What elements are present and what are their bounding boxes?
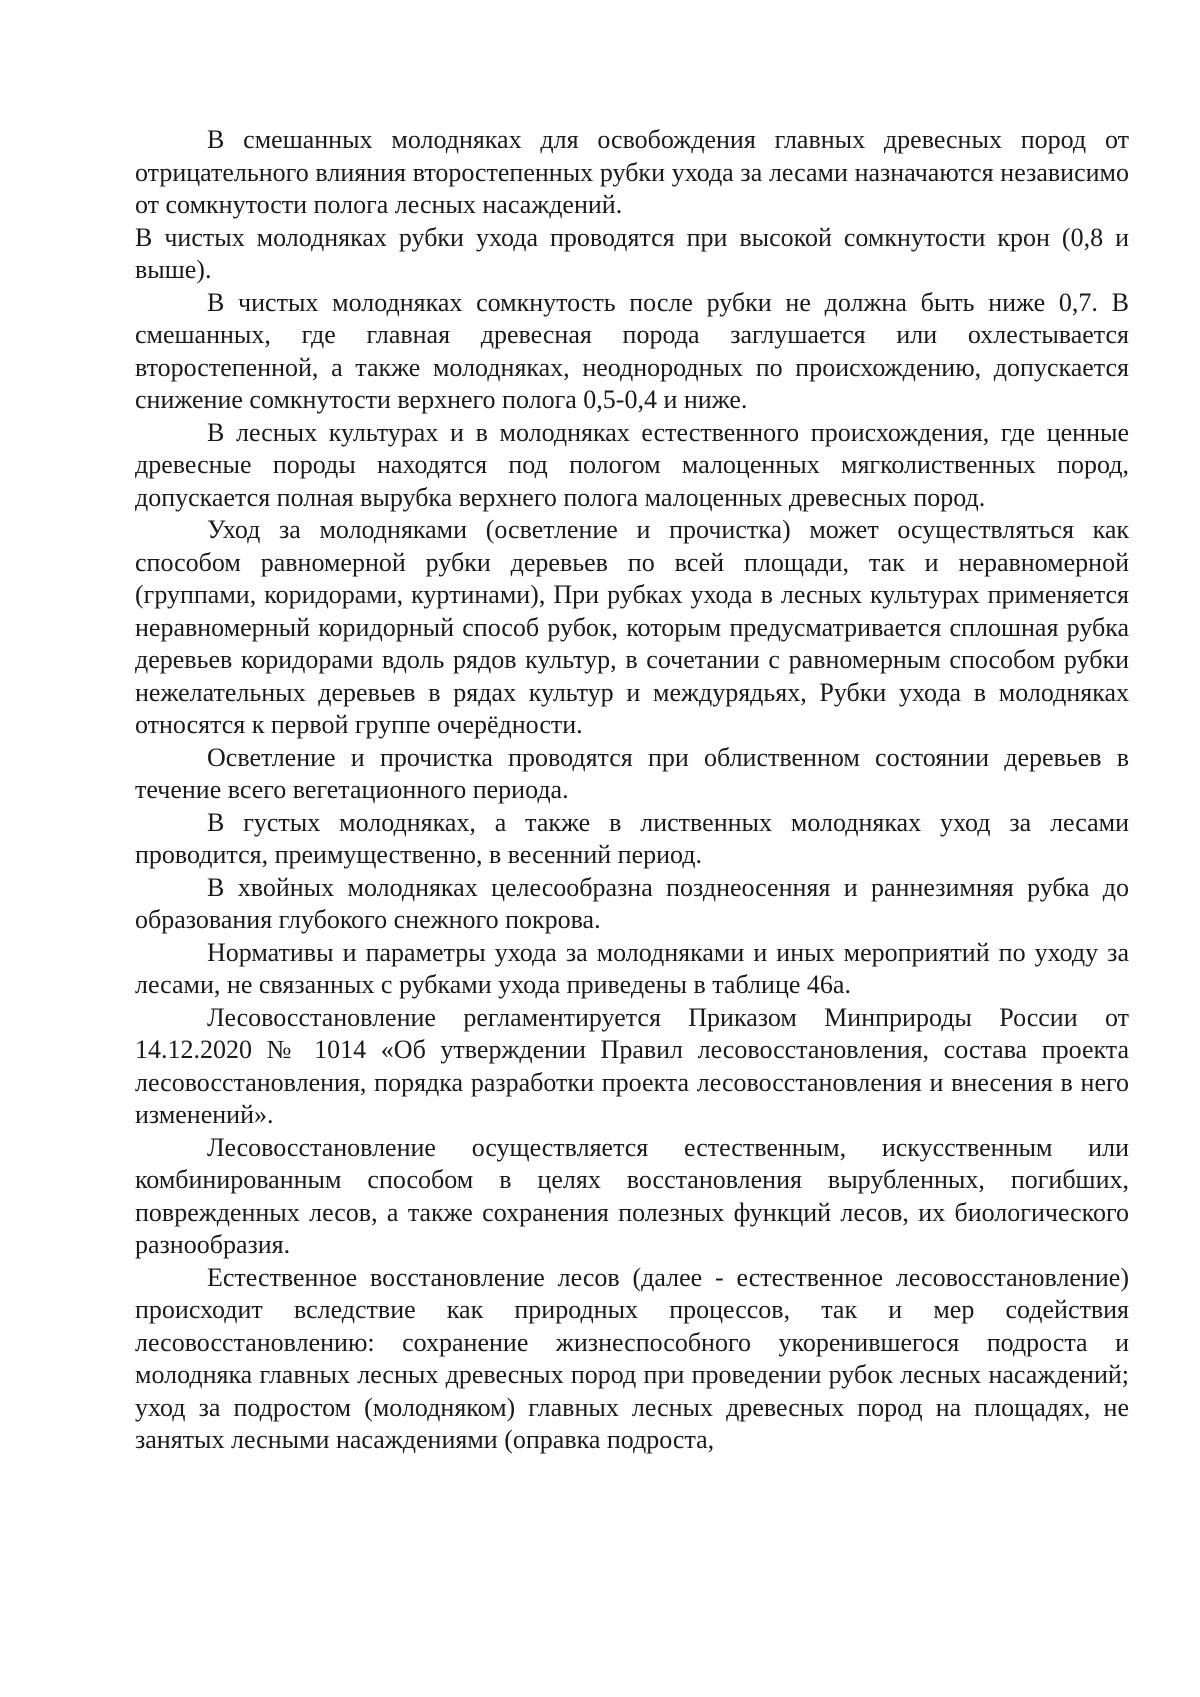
paragraph-9: Нормативы и параметры ухода за молодняками и иных мероприятий по уходу за лесами, не связанных с рубками ухода приведены в таблице 46а. <box>135 937 1129 999</box>
paragraph-5: Уход за молодняками (осветление и прочистка) может осуществляться как способом равномерной рубки деревьев по всей площади, так и неравномерной (группами, коридорами, куртинами), При рубках ухода в лесных культурах применяется неравномерный коридорный способ рубок, которым предусматривается сплошная рубка деревьев коридорами вдоль рядов культур, в сочетании с равномерным способом рубки нежелательных деревьев в рядах культур и междурядьях, Рубки ухода в молодняках относятся к первой группе очерёдности. <box>135 515 1129 739</box>
paragraph-8: В хвойных молодняках целесообразна позднеосенняя и раннезимняя рубка до образования глубокого снежного покрова. <box>135 872 1129 934</box>
paragraph-2: В чистых молодняках рубки ухода проводятся при высокой сомкнутости крон (0,8 и выше). <box>135 222 1129 284</box>
paragraph-11: Лесовосстановление осуществляется естественным, искусственным или комбинированным способом в целях восстановления вырубленных, погибших, поврежденных лесов, а также сохранения полезных функций лесов, их биологического разнообразия. <box>135 1132 1129 1259</box>
paragraph-12: Естественное восстановление лесов (далее - естественное лесовосстановление) происходит вследствие как природных процессов, так и мер содействия лесовосстановлению: сохранение жизнеспособного укоренившегося подроста и молодняка главных лесных древесных пород при проведении рубок лесных насаждений; уход за подростом (молодняком) главных лесных древесных пород на площадях, не занятых лесными насаждениями (оправка подроста, <box>135 1262 1129 1454</box>
paragraph-1: В смешанных молодняках для освобождения главных древесных пород от отрицательного влияния второстепенных рубки ухода за лесами назначаются независимо от сомкнутости полога лесных насаждений. <box>135 125 1129 219</box>
paragraph-3: В чистых молодняках сомкнутость после рубки не должна быть ниже 0,7. В смешанных, где главная древесная порода заглушается или охлестывается второстепенной, а также молодняках, неоднородных по происхождению, допускается снижение сомкнутости верхнего полога 0,5-0,4 и ниже. <box>135 287 1129 414</box>
paragraph-7: В густых молодняках, а также в лиственных молодняках уход за лесами проводится, преимущественно, в весенний период. <box>135 807 1129 869</box>
paragraph-10: Лесовосстановление регламентируется Приказом Минприроды России от 14.12.2020 № 1014 «Об утверждении Правил лесовосстановления, состава проекта лесовосстановления, порядка разработки проекта лесовосстановления и внесения в него изменений». <box>135 1002 1129 1129</box>
paragraph-6: Осветление и прочистка проводятся при облиственном состоянии деревьев в течение всего вегетационного периода. <box>135 742 1129 804</box>
document-page <box>135 124 1129 1457</box>
paragraph-4: В лесных культурах и в молодняках естественного происхождения, где ценные древесные породы находятся под пологом малоценных мягколиственных пород, допускается полная вырубка верхнего полога малоценных древесных пород. <box>135 417 1129 512</box>
